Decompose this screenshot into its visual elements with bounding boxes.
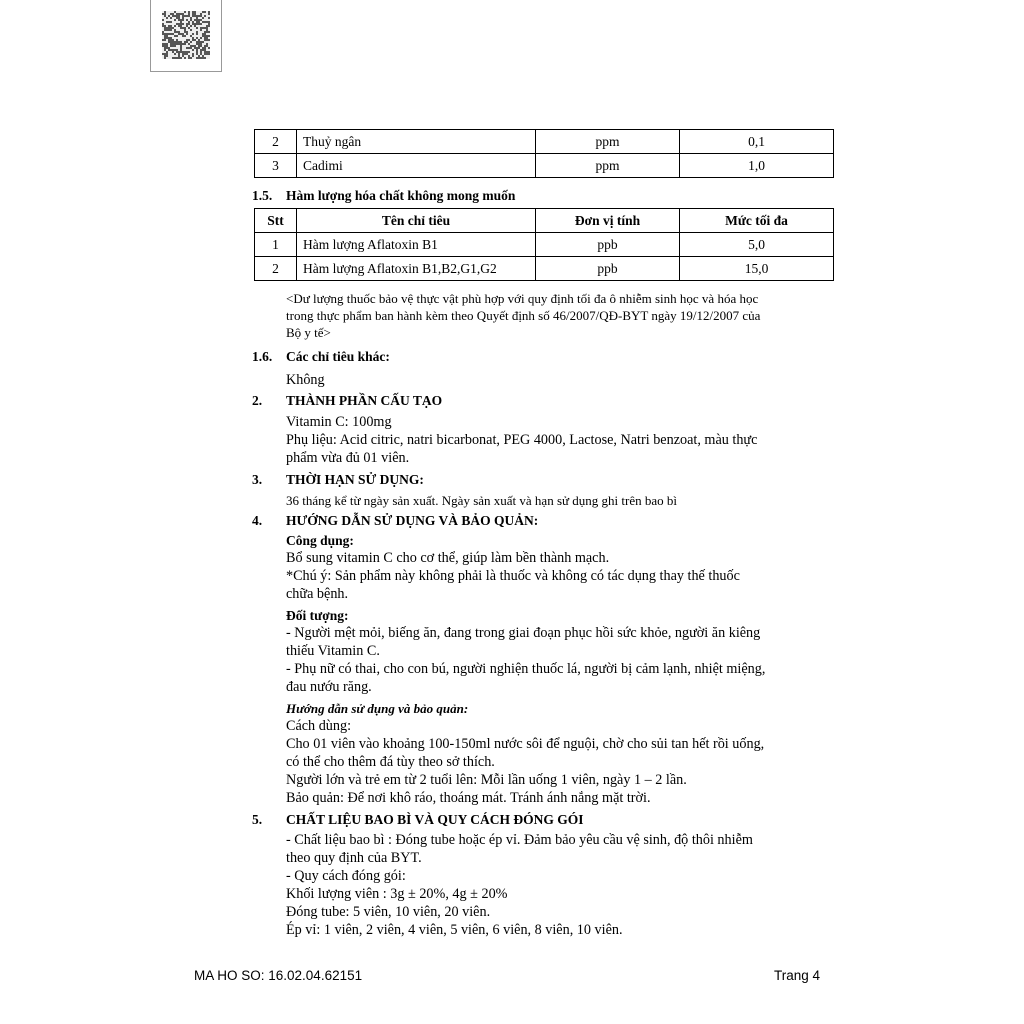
note-line: <Dư lượng thuốc bảo vệ thực vật phù hợp với quy định tối đa ô nhiễm sinh học và hóa học — [286, 291, 759, 306]
section-number: 1.6. — [252, 349, 273, 364]
table-cell: 2 — [255, 257, 297, 281]
section-body-line: theo quy định của BYT. — [286, 850, 422, 866]
section-body-line: có thể cho thêm đá tùy theo sở thích. — [286, 754, 495, 770]
table-cell: Hàm lượng Aflatoxin B1,B2,G1,G2 — [297, 257, 536, 281]
section-title: Hàm lượng hóa chất không mong muốn — [286, 188, 516, 203]
section-title: THÀNH PHẦN CẤU TẠO — [286, 393, 443, 408]
section-body-line: phẩm vừa đủ 01 viên. — [286, 450, 410, 466]
note-line: Bộ y tế> — [286, 325, 331, 340]
section-number: 2. — [252, 393, 263, 408]
section-body-line: Bổ sung vitamin C cho cơ thể, giúp làm bền thành mạch. — [286, 550, 610, 566]
table-cell: Thuỷ ngân — [297, 130, 536, 154]
aflatoxin-table — [254, 208, 834, 281]
column-header: Stt — [255, 209, 297, 233]
section-body-line: Cho 01 viên vào khoảng 100-150ml nước sôi để nguội, chờ cho sủi tan hết rồi uống, — [286, 736, 765, 752]
table-row — [255, 233, 834, 257]
section-body-line: Đóng tube: 5 viên, 10 viên, 20 viên. — [286, 904, 491, 920]
table-cell: Hàm lượng Aflatoxin B1 — [297, 233, 536, 257]
subsection-title: Công dụng: — [286, 533, 354, 548]
table-header-row — [255, 209, 834, 233]
section-body-line: - Quy cách đóng gói: — [286, 868, 406, 884]
section-body-line: thiếu Vitamin C. — [286, 643, 380, 659]
column-header: Mức tối đa — [680, 209, 834, 233]
section-body-line: - Chất liệu bao bì : Đóng tube hoặc ép vỉ. Đảm bảo yêu cầu vệ sinh, độ thôi nhiễm — [286, 832, 753, 848]
table-cell: 5,0 — [680, 233, 834, 257]
section-body-line: - Phụ nữ có thai, cho con bú, người nghiện thuốc lá, người bị cảm lạnh, nhiệt miệng, — [286, 661, 766, 677]
subsection-title: Hướng dẫn sử dụng và bảo quản: — [286, 701, 469, 716]
section-body-line: Phụ liệu: Acid citric, natri bicarbonat, PEG 4000, Lactose, Natri benzoat, màu thực — [286, 432, 758, 448]
table-cell: ppm — [536, 130, 680, 154]
heavy-metals-table — [254, 129, 834, 178]
table-cell: 0,1 — [680, 130, 834, 154]
section-body-line: Ép vỉ: 1 viên, 2 viên, 4 viên, 5 viên, 6 viên, 8 viên, 10 viên. — [286, 922, 623, 938]
section-body-line: Vitamin C: 100mg — [286, 414, 392, 430]
section-title: Các chỉ tiêu khác: — [286, 349, 390, 364]
table-cell: 3 — [255, 154, 297, 178]
section-number: 3. — [252, 472, 263, 487]
section-body-line: - Người mệt mỏi, biếng ăn, đang trong giai đoạn phục hồi sức khỏe, người ăn kiêng — [286, 625, 761, 641]
table-cell: ppb — [536, 257, 680, 281]
section-title: THỜI HẠN SỬ DỤNG: — [286, 472, 424, 487]
section-body-line: đau nướu răng. — [286, 679, 372, 695]
section-body: Không — [286, 372, 325, 388]
table-cell: ppm — [536, 154, 680, 178]
section-title: HƯỚNG DẪN SỬ DỤNG VÀ BẢO QUẢN: — [286, 513, 539, 528]
qr-code-icon — [162, 11, 210, 59]
subsection-title: Đối tượng: — [286, 608, 349, 623]
footer-document-code: MA HO SO: 16.02.04.62151 — [194, 968, 363, 983]
section-title: CHẤT LIỆU BAO BÌ VÀ QUY CÁCH ĐÓNG GÓI — [286, 812, 584, 827]
section-number: 4. — [252, 513, 263, 528]
column-header: Tên chỉ tiêu — [297, 209, 536, 233]
note-line: trong thực phẩm ban hành kèm theo Quyết định số 46/2007/QĐ-BYT ngày 19/12/2007 của — [286, 308, 761, 323]
table-cell: 1 — [255, 233, 297, 257]
section-body-line: Bảo quản: Để nơi khô ráo, thoáng mát. Tránh ánh nắng mặt trời. — [286, 790, 651, 806]
qr-code-frame — [150, 0, 222, 72]
table-row — [255, 257, 834, 281]
section-number: 1.5. — [252, 188, 273, 203]
footer-page-number: Trang 4 — [774, 968, 821, 983]
column-header: Đơn vị tính — [536, 209, 680, 233]
table-cell: 1,0 — [680, 154, 834, 178]
section-body-line: Người lớn và trẻ em từ 2 tuổi lên: Mỗi lần uống 1 viên, ngày 1 – 2 lần. — [286, 772, 687, 788]
section-body-line: chữa bệnh. — [286, 586, 349, 602]
section-body-line: *Chú ý: Sản phẩm này không phải là thuốc và không có tác dụng thay thế thuốc — [286, 568, 740, 584]
section-number: 5. — [252, 812, 263, 827]
section-body-line: Khối lượng viên : 3g ± 20%, 4g ± 20% — [286, 886, 508, 902]
table-cell: 15,0 — [680, 257, 834, 281]
table-cell: 2 — [255, 130, 297, 154]
table-cell: Cadimi — [297, 154, 536, 178]
section-body-line: Cách dùng: — [286, 718, 352, 734]
table-row — [255, 154, 834, 178]
table-cell: ppb — [536, 233, 680, 257]
table-row — [255, 130, 834, 154]
section-body: 36 tháng kể từ ngày sản xuất. Ngày sản xuất và hạn sử dụng ghi trên bao bì — [286, 493, 678, 508]
